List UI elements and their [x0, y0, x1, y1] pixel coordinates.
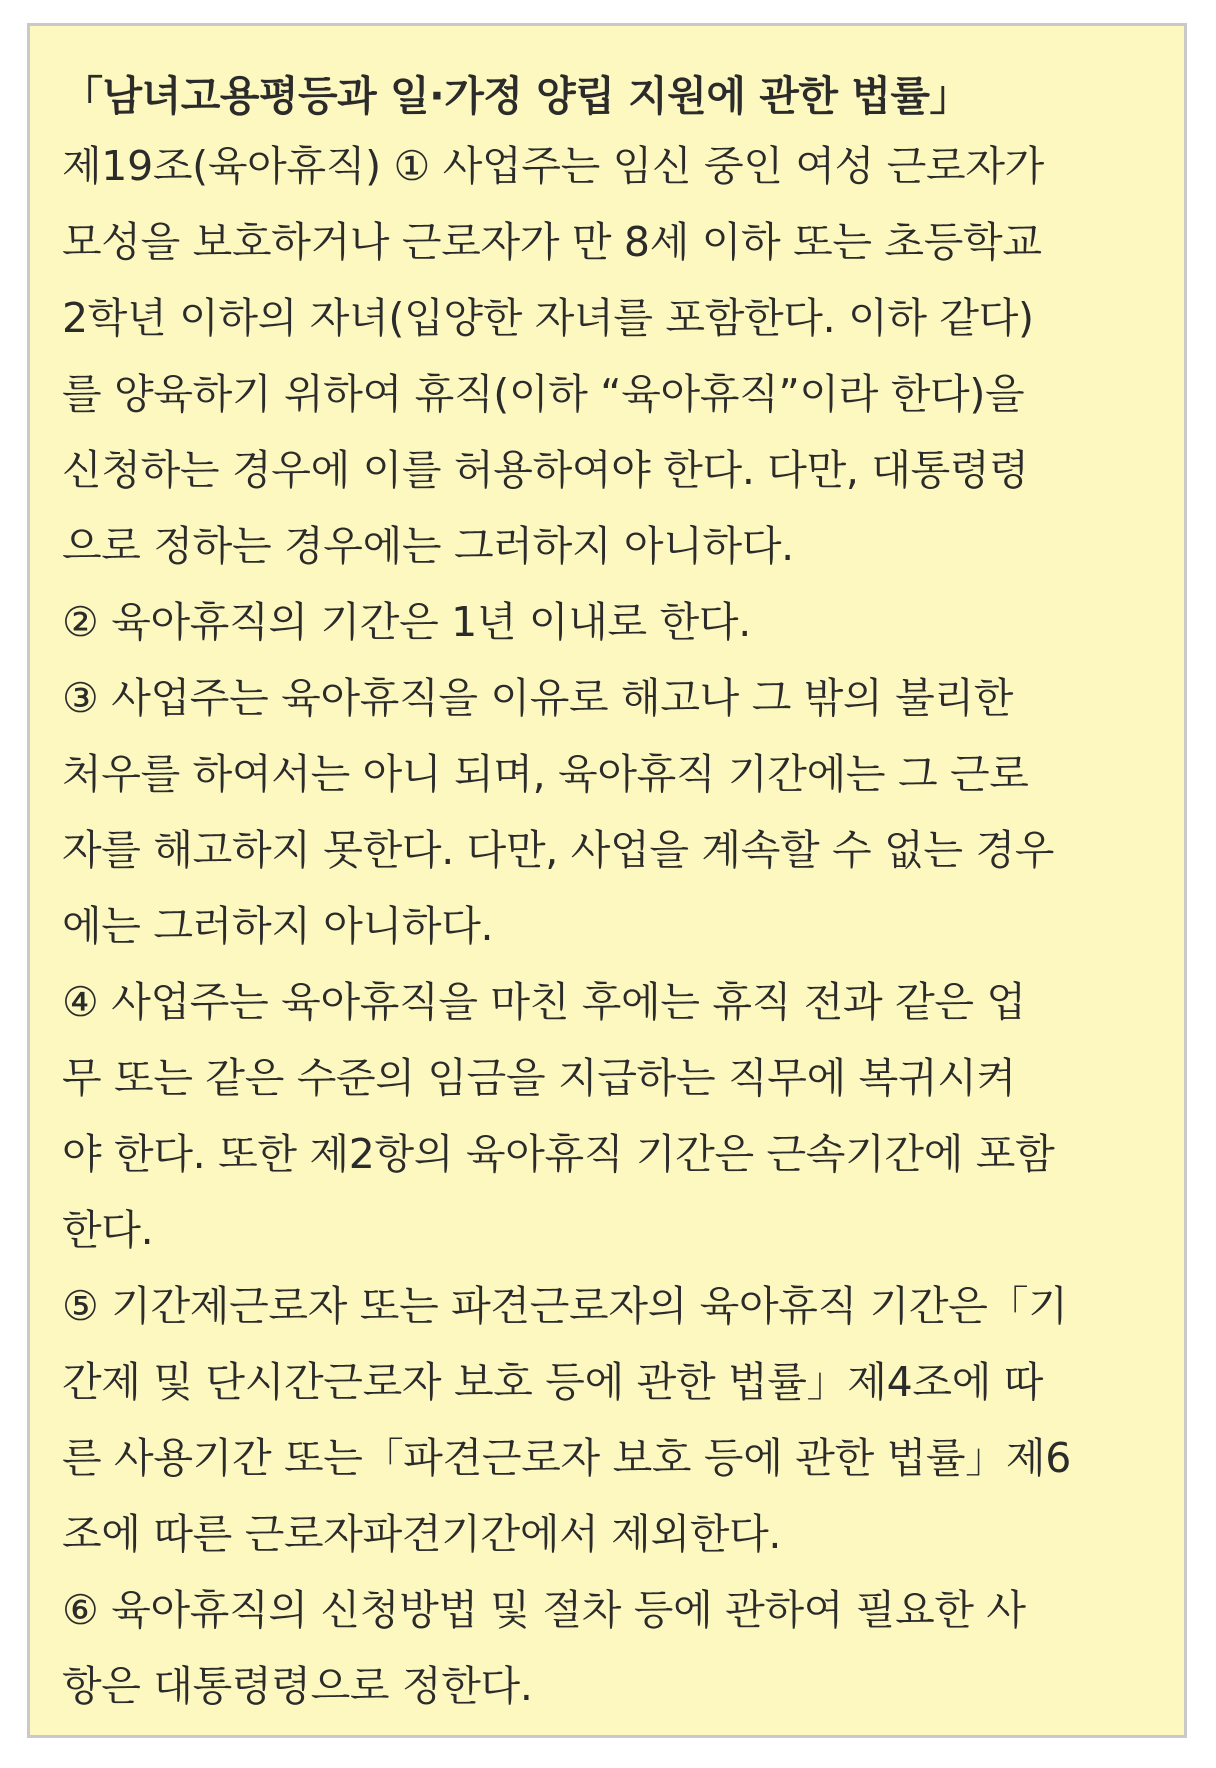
text-line: 2학년 이하의 자녀(입양한 자녀를 포함한다. 이하 같다) [62, 294, 1034, 342]
text-line: 른 사용기간 또는「파견근로자 보호 등에 관한 법률」제6 [62, 1434, 1072, 1482]
text-line: ③ 사업주는 육아휴직을 이유로 해고나 그 밖의 불리한 [62, 674, 1014, 722]
text-line: 무 또는 같은 수준의 임금을 지급하는 직무에 복귀시켜 [62, 1054, 1016, 1102]
text-line: 으로 정하는 경우에는 그러하지 아니하다. [62, 522, 794, 570]
text-line: 처우를 하여서는 아니 되며, 육아휴직 기간에는 그 근로 [62, 750, 1029, 798]
text-line: 제19조(육아휴직) ① 사업주는 임신 중인 여성 근로자가 [62, 142, 1044, 190]
text-line: ⑤ 기간제근로자 또는 파견근로자의 육아휴직 기간은「기 [62, 1282, 1068, 1330]
text-line: 신청하는 경우에 이를 허용하여야 한다. 다만, 대통령령 [62, 446, 1029, 494]
text-line: ② 육아휴직의 기간은 1년 이내로 한다. [62, 598, 751, 646]
text-line: 야 한다. 또한 제2항의 육아휴직 기간은 근속기간에 포함 [62, 1130, 1055, 1178]
text-line: 한다. [62, 1206, 154, 1254]
text-line: 자를 해고하지 못한다. 다만, 사업을 계속할 수 없는 경우 [62, 826, 1055, 874]
law-excerpt-box [27, 23, 1187, 1738]
text-line: ④ 사업주는 육아휴직을 마친 후에는 휴직 전과 같은 업 [62, 978, 1026, 1026]
text-line: 에는 그러하지 아니하다. [62, 902, 494, 950]
text-line: ⑥ 육아휴직의 신청방법 및 절차 등에 관하여 필요한 사 [62, 1586, 1026, 1634]
text-line: 항은 대통령령으로 정한다. [62, 1662, 533, 1710]
text-line: 조에 따른 근로자파견기간에서 제외한다. [62, 1510, 782, 1558]
text-line: 간제 및 단시간근로자 보호 등에 관한 법률」제4조에 따 [62, 1358, 1044, 1406]
law-title: 「남녀고용평등과 일·가정 양립 지원에 관한 법률」 [62, 72, 970, 120]
text-line: 모성을 보호하거나 근로자가 만 8세 이하 또는 초등학교 [62, 218, 1042, 266]
text-line: 를 양육하기 위하여 휴직(이하 “육아휴직”이라 한다)을 [62, 370, 1025, 418]
